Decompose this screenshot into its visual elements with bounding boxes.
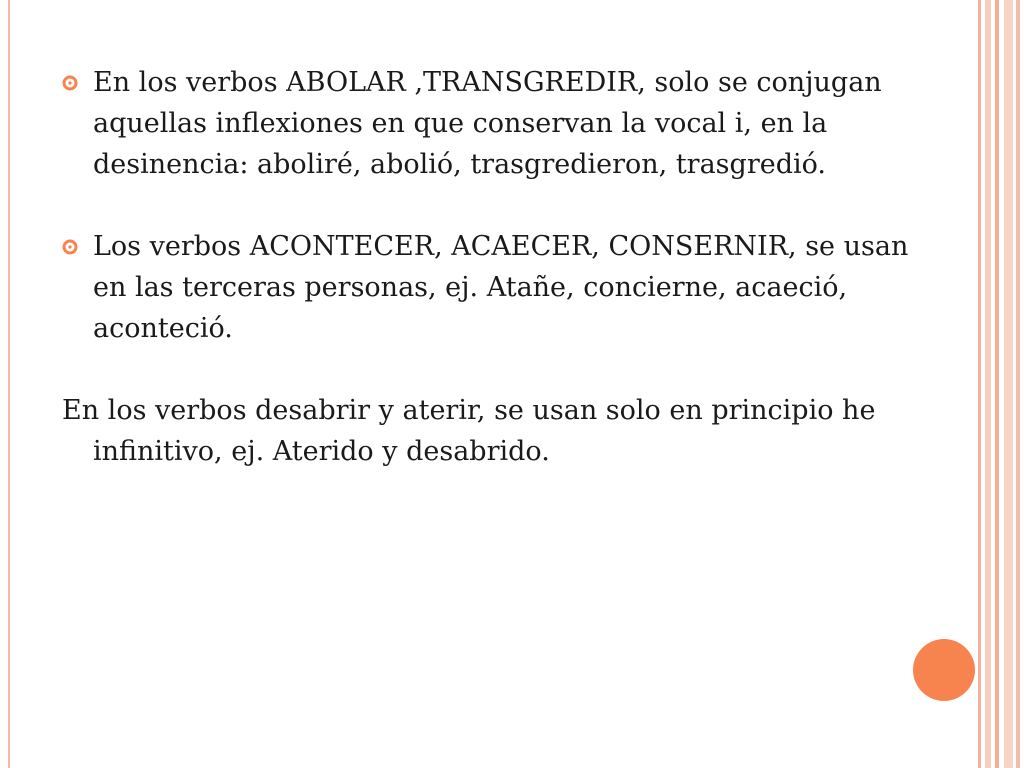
left-border-line: [8, 0, 10, 768]
right-stripe: [995, 0, 999, 768]
ring-bullet-icon: [62, 75, 78, 91]
bullet-text: En los verbos ABOLAR ,TRANSGREDIR, solo se conjugan aquellas inflexiones en que conservan la vocal i, en la desinencia: aboliré, abolió, trasgredieron, trasgredió.: [93, 67, 882, 180]
plain-paragraph: En los verbos desabrir y aterir, se usan solo en principio he infinitivo, ej. Aterido y desabrido.: [62, 395, 876, 467]
bullet-item: [62, 226, 922, 349]
slide-content: [62, 62, 922, 472]
right-stripe: [985, 0, 991, 768]
right-stripe: [1016, 0, 1020, 768]
bullet-item: [62, 62, 922, 185]
bullet-text: Los verbos ACONTECER, ACAECER, CONSERNIR, se usan en las terceras personas, ej. Atañe, concierne, acaeció, aconteció.: [93, 231, 909, 344]
right-stripe: [978, 0, 981, 768]
ring-bullet-icon: [62, 239, 78, 255]
decorative-circle: [913, 639, 975, 701]
right-stripe: [1004, 0, 1013, 768]
